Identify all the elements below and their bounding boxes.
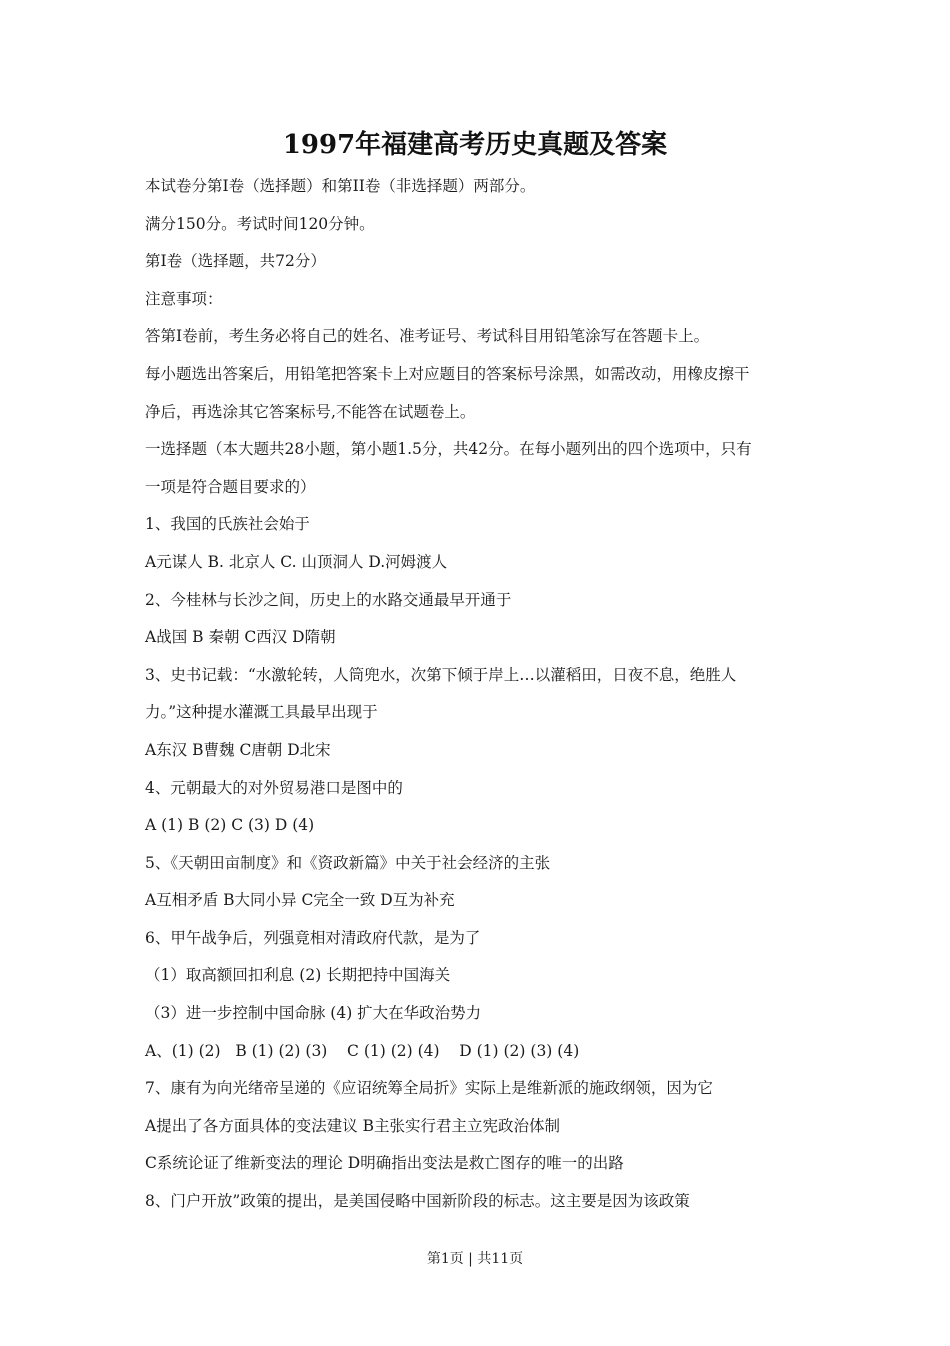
- answer-options: A (1) B (2) C (3) D (4): [145, 816, 315, 835]
- question-text: 2、今桂林与长沙之间，历史上的水路交通最早开通于: [145, 590, 512, 609]
- page-footer: 第1页 | 共11页: [426, 1251, 524, 1267]
- text-line: 一选择题（本大题共28小题，第小题1.5分，共42分。在每小题列出的四个选项中，只有: [145, 440, 752, 459]
- text-line: 本试卷分第I卷（选择题）和第II卷（非选择题）两部分。: [145, 177, 536, 195]
- answer-options: C系统论证了维新变法的理论 D明确指出变法是救亡图存的唯一的出路: [145, 1154, 624, 1173]
- answer-options: A提出了各方面具体的变法建议 B主张实行君主立宪政治体制: [145, 1116, 561, 1135]
- text-line: 满分150分。考试时间120分钟。: [145, 214, 375, 233]
- text-line: 净后，再选涂其它答案标号,不能答在试题卷上。: [145, 402, 476, 421]
- answer-options: A、(1) (2) B (1) (2) (3) C (1) (2) (4) D (1) (2) (3) (4): [145, 1041, 580, 1060]
- question-item: （3）进一步控制中国命脉 (4) 扩大在华政治势力: [145, 1004, 482, 1023]
- question-text: 1、我国的氏族社会始于: [145, 515, 310, 534]
- question-text: 7、康有为向光绪帝呈递的《应诏统筹全局折》实际上是维新派的施政纲领，因为它: [145, 1079, 713, 1098]
- text-line: 答第I卷前，考生务必将自己的姓名、准考证号、考试科目用铅笔涂写在答题卡上。: [145, 327, 710, 346]
- text-line: 第I卷（选择题，共72分）: [145, 252, 326, 271]
- question-text: 6、甲午战争后，列强竟相对清政府代款，是为了: [145, 928, 481, 947]
- question-text: 8、门户开放”政策的提出，是美国侵略中国新阶段的标志。这主要是因为该政策: [145, 1192, 690, 1211]
- question-text: 5、《天朝田亩制度》和《资政新篇》中关于社会经济的主张: [145, 853, 551, 872]
- document-body: [145, 174, 815, 1227]
- text-line: 注意事项：: [145, 289, 223, 308]
- text-line: 每小题选出答案后，用铅笔把答案卡上对应题目的答案标号涂黑，如需改动，用橡皮擦干: [145, 364, 750, 383]
- answer-options: A东汉 B曹魏 C唐朝 D北宋: [145, 740, 331, 759]
- answer-options: A元谋人 B. 北京人 C. 山顶洞人 D.河姆渡人: [145, 552, 448, 571]
- answer-options: A互相矛盾 B大同小异 C完全一致 D互为补充: [145, 891, 455, 910]
- question-text: 4、元朝最大的对外贸易港口是图中的: [145, 778, 403, 797]
- text-line: 一项是符合题目要求的）: [145, 477, 316, 496]
- page-title: 1997年福建高考历史真题及答案: [282, 130, 668, 160]
- question-text: 力。”这种提水灌溉工具最早出现于: [145, 703, 378, 722]
- question-text: 3、史书记载：“水激轮转，人筒兜水，次第下倾于岸上…以灌稻田，日夜不息，绝胜人: [145, 665, 737, 684]
- question-item: （1）取高额回扣利息 (2) 长期把持中国海关: [145, 966, 451, 985]
- answer-options: A战国 B 秦朝 C西汉 D隋朝: [145, 628, 336, 647]
